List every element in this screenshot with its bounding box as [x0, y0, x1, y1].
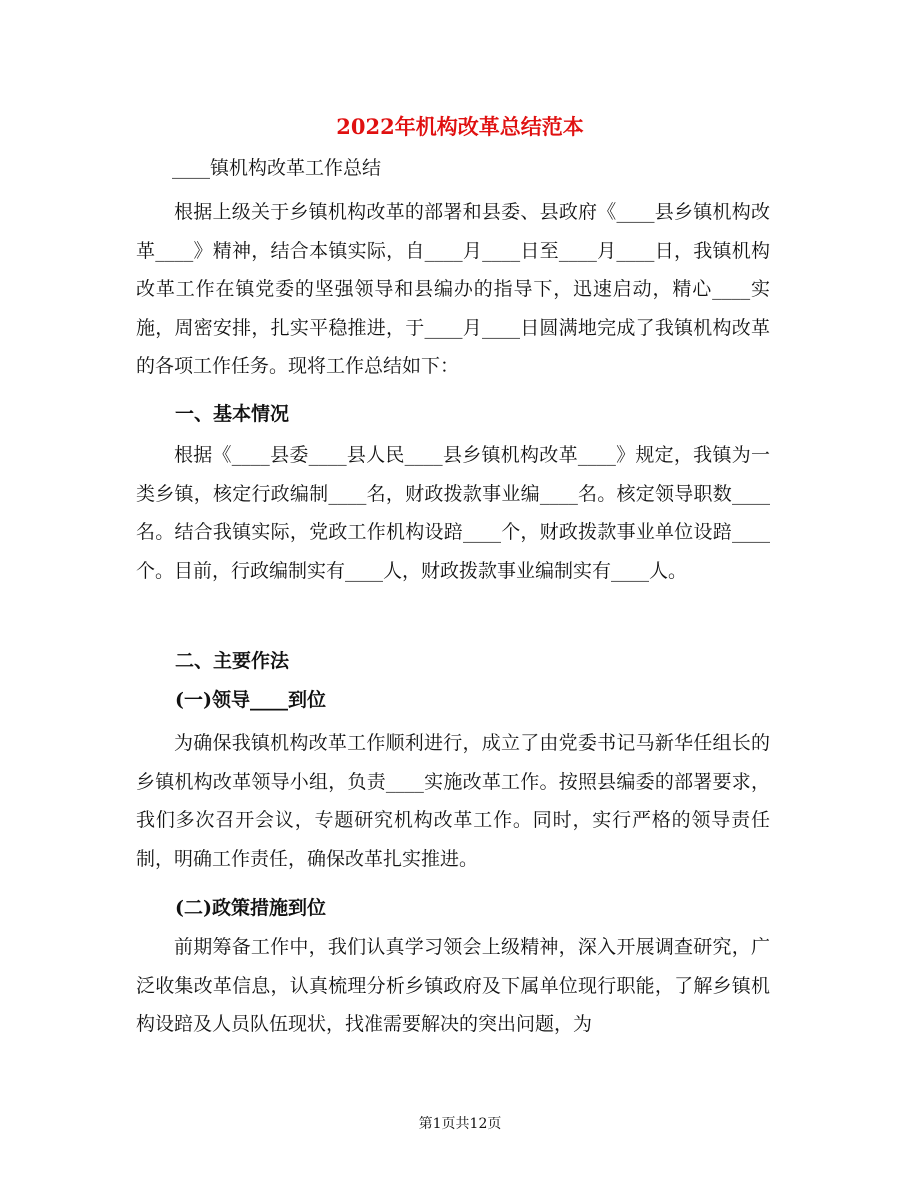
intro-paragraph: 根据上级关于乡镇机构改革的部署和县委、县政府《____县乡镇机构改革____》精神，结合本镇实际，自____月____日至____月____日，我镇机构改革工作在镇党委的坚强领导和县编办的指导下，迅速启动，精心____实施，周密安排，扎实平稳推进，于____月____日圆满地完成了我镇机构改革的各项工作任务。现将工作总结如下：	[136, 201, 770, 378]
page-number-footer: 第1页共12页	[418, 1116, 502, 1132]
section1-paragraph: 根据《____县委____县人民____县乡镇机构改革____》规定，我镇为一类乡镇，核定行政编制____名，财政拨款事业编____名。核定领导职数____名。结合我镇实际，党政工作机构设踣____个，财政拨款事业单位设踣____个。目前，行政编制实有____人，财政拨款事业编制实有____人。	[136, 444, 770, 582]
subsection2-heading: (二)政策措施到位	[175, 897, 326, 919]
subsection1-paragraph: 为确保我镇机构改革工作顺利进行，成立了由党委书记马新华任组长的乡镇机构改革领导小组，负责____实施改革工作。按照县编委的部署要求，我们多次召开会议，专题研究机构改革工作。同时，实行严格的领导责任制，明确工作责任，确保改革扎实推进。	[136, 732, 770, 870]
subsection2-paragraph: 前期筹备工作中，我们认真学习领会上级精神，深入开展调查研究，广泛收集改革信息，认真梳理分析乡镇政府及下属单位现行职能，了解乡镇机构设踣及人员队伍现状，找准需要解决的突出问题，为	[136, 936, 770, 1036]
section1-heading: 一、基本情况	[175, 403, 290, 425]
document-title: 2022年机构改革总结范本	[336, 114, 584, 139]
document-subtitle: ____镇机构改革工作总结	[172, 157, 382, 179]
section2-heading: 二、主要作法	[175, 650, 290, 672]
subsection1-heading: (一)领导____到位	[175, 689, 326, 711]
